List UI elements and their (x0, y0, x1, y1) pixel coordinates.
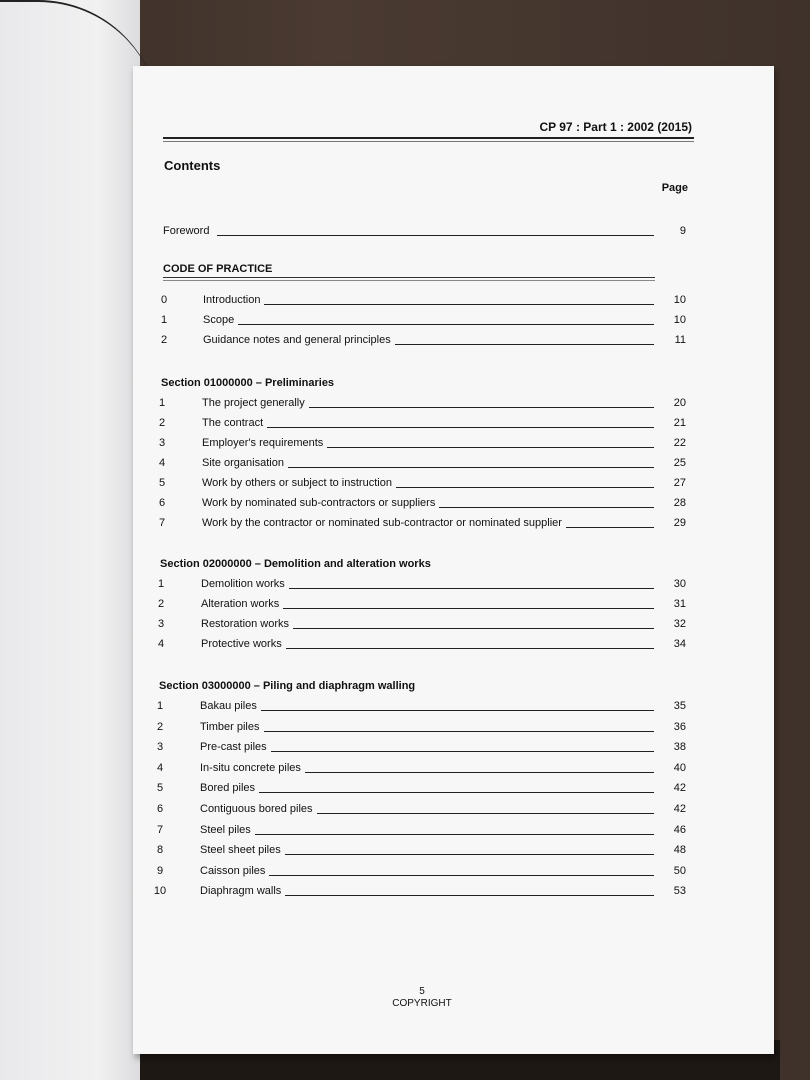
toc-entry-number: 1 (157, 578, 165, 590)
toc-entry-number: 2 (157, 598, 165, 610)
toc-entry-title: Contiguous bored piles (200, 803, 317, 815)
toc-entry-page: 53 (673, 885, 686, 898)
toc-entry[interactable] (133, 334, 774, 350)
toc-entry-title: Bakau piles (200, 700, 261, 712)
leader-line (220, 731, 654, 732)
toc-entry-number: 4 (157, 638, 165, 650)
toc-entry-page: 40 (673, 761, 686, 774)
toc-entry-title: Guidance notes and general principles (203, 334, 395, 346)
toc-entry-number: 7 (156, 823, 164, 836)
toc-entry-page: 34 (673, 638, 686, 650)
header-rule-thin (163, 141, 694, 142)
toc-entry-page: 11 (674, 334, 686, 346)
toc-entry-title: Work by the contractor or nominated sub-contractor or nominated supplier (202, 517, 566, 529)
section-heading: Section 01000000 – Preliminaries (161, 377, 335, 389)
toc-entry-number: 4 (156, 761, 164, 774)
toc-entry-page: 22 (673, 437, 686, 449)
leader-line (223, 324, 654, 325)
toc-entry-number: 6 (158, 497, 166, 509)
toc-entry-title: In-situ concrete piles (200, 762, 305, 774)
toc-entry-title: The project generally (202, 397, 309, 409)
toc-entry-number: 1 (158, 397, 166, 409)
toc-entry-number: 7 (158, 517, 166, 529)
toc-entry-page: 10 (673, 314, 686, 326)
leader-line (220, 751, 654, 752)
toc-entry-page: 21 (673, 417, 686, 429)
toc-entry-page: 25 (673, 457, 686, 469)
toc-entry-page: 10 (673, 294, 686, 306)
leader-line (221, 608, 654, 609)
leader-line (222, 427, 654, 428)
section-heading: Section 03000000 – Piling and diaphragm walling (159, 680, 416, 692)
toc-entry-title: Scope (203, 314, 238, 326)
toc-entry-page: 42 (673, 803, 686, 815)
toc-entry[interactable] (133, 824, 774, 840)
toc-entry-page: 42 (673, 782, 686, 795)
toc-entry-title: The contract (202, 417, 267, 429)
toc-entry-number: 1 (156, 700, 164, 712)
toc-entry-page: 9 (679, 225, 686, 237)
page-column-label: Page (661, 182, 688, 194)
toc-entry[interactable] (133, 721, 774, 737)
toc-entry[interactable] (133, 294, 774, 310)
toc-entry-title: Protective works (201, 638, 286, 650)
toc-entry-page: 35 (673, 700, 686, 712)
page-footer (133, 986, 711, 1010)
toc-entry[interactable] (133, 397, 774, 413)
toc-entry-number: 5 (156, 782, 164, 795)
toc-entry-title: Site organisation (202, 457, 288, 469)
toc-entry-page: 27 (673, 477, 686, 489)
toc-entry[interactable] (133, 762, 774, 778)
toc-entry-title: Steel piles (200, 824, 255, 836)
toc-entry-number: 10 (153, 885, 167, 898)
toc-entry-number: 5 (158, 477, 166, 489)
toc-entry[interactable] (133, 417, 774, 433)
toc-entry-page: 32 (673, 618, 686, 630)
toc-entry[interactable] (133, 700, 774, 716)
toc-entry-page: 36 (673, 720, 686, 733)
toc-entry-number: 2 (160, 334, 168, 346)
toc-entry-page: 31 (673, 598, 686, 610)
toc-entry[interactable] (133, 865, 774, 881)
toc-entry[interactable] (133, 314, 774, 330)
toc-entry-title: Pre-cast piles (200, 741, 271, 753)
leader-line (220, 875, 654, 876)
toc-entry-title: Diaphragm walls (200, 885, 285, 897)
toc-entry-number: 2 (158, 417, 166, 429)
toc-entry-title: Employer's requirements (202, 437, 327, 449)
document-page (133, 66, 774, 1054)
toc-entry-number: 3 (157, 618, 165, 630)
toc-entry-foreword[interactable] (133, 225, 774, 241)
toc-entry-page: 30 (673, 578, 686, 590)
toc-entry-page: 20 (673, 397, 686, 409)
toc-entry-number: 9 (156, 864, 164, 877)
toc-entry[interactable] (133, 477, 774, 493)
toc-entry-page: 28 (673, 497, 686, 509)
toc-entry[interactable] (133, 457, 774, 473)
toc-entry-number: 0 (160, 294, 168, 306)
header-rule (163, 137, 694, 139)
toc-entry-number: 1 (160, 314, 168, 326)
toc-entry-number: 2 (156, 720, 164, 733)
toc-entry-page: 29 (673, 517, 686, 529)
section-heading: Section 02000000 – Demolition and alteration works (160, 558, 431, 570)
toc-entry-title: Work by others or subject to instruction (202, 477, 396, 489)
toc-entry[interactable] (133, 741, 774, 757)
toc-entry-number: 8 (156, 844, 164, 857)
leader-line (220, 834, 654, 835)
toc-entry-number: 3 (158, 437, 166, 449)
leader-line (221, 648, 654, 649)
toc-entry[interactable] (133, 578, 774, 594)
toc-entry-title: Restoration works (201, 618, 293, 630)
toc-entry[interactable] (133, 638, 774, 654)
toc-entry-page: 46 (673, 823, 686, 836)
copyright-notice: COPYRIGHT (392, 998, 452, 1009)
toc-entry-page: 38 (673, 741, 686, 754)
page-number: 5 (419, 986, 425, 997)
toc-entry[interactable] (133, 497, 774, 513)
code-of-practice-heading: CODE OF PRACTICE (163, 263, 273, 275)
toc-entry-title: Bored piles (200, 782, 259, 794)
toc-entry-title: Foreword (163, 225, 213, 237)
toc-entry[interactable] (133, 803, 774, 819)
toc-entry-page: 48 (673, 844, 686, 857)
toc-entry[interactable] (133, 618, 774, 634)
toc-entry-title: Alteration works (201, 598, 283, 610)
contents-heading: Contents (164, 158, 221, 173)
toc-entry-page: 50 (673, 864, 686, 877)
leader-line (220, 792, 654, 793)
toc-entry[interactable] (133, 517, 774, 533)
toc-entry-title: Work by nominated sub-contractors or suppliers (202, 497, 439, 509)
toc-entry-number: 3 (156, 741, 164, 754)
section-rule-thin (163, 280, 655, 281)
toc-entry-title: Introduction (203, 294, 264, 306)
leader-line (223, 304, 654, 305)
leader-line (220, 854, 654, 855)
toc-entry-number: 6 (156, 803, 164, 815)
facing-page (0, 0, 140, 1080)
toc-entry[interactable] (133, 782, 774, 798)
toc-entry-number: 4 (158, 457, 166, 469)
section-rule (163, 277, 655, 278)
toc-entry-title: Demolition works (201, 578, 289, 590)
toc-entry-title: Steel sheet piles (200, 844, 285, 856)
leader-line (217, 235, 654, 236)
toc-entry[interactable] (133, 885, 774, 901)
document-id-header: CP 97 : Part 1 : 2002 (2015) (539, 120, 692, 134)
toc-entry-title: Caisson piles (200, 865, 269, 877)
toc-entry[interactable] (133, 437, 774, 453)
leader-line (220, 710, 654, 711)
toc-entry[interactable] (133, 598, 774, 614)
toc-entry[interactable] (133, 844, 774, 860)
toc-entry-title: Timber piles (200, 721, 264, 733)
